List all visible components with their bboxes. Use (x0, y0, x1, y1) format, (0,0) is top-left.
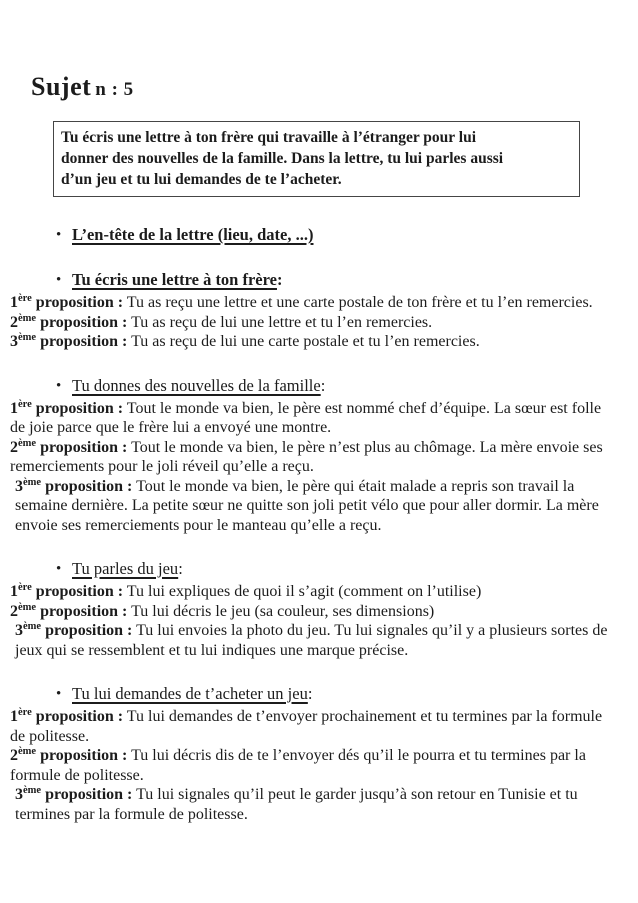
bullet-icon: • (56, 272, 62, 288)
proposition (10, 399, 616, 438)
proposition (10, 602, 616, 622)
proposition-prefix: 2ème proposition : (10, 746, 128, 764)
proposition-prefix: 3ème proposition : (15, 476, 133, 495)
section-en-tete (10, 224, 616, 246)
proposition-text: Tu lui décris dis de te l’envoyer dés qu’il le pourra et tu termines par la formule de politesse. (10, 747, 586, 784)
section-heading-colon: : (178, 559, 183, 578)
proposition-text: Tout le monde va bien, le père est nommé chef d’équipe. La sœur est folle de joie parce que le frère lui a envoyé une montre. (10, 399, 602, 436)
proposition-text: Tu lui demandes de t’envoyer prochainement et tu termines par la formule de politesse. (10, 708, 603, 745)
brief-line: Tu écris une lettre à ton frère qui travaille à l’étranger pour lui (61, 129, 477, 146)
section-heading-text: Tu écris une lettre à ton frère (72, 270, 277, 289)
section-parles-du-jeu (10, 558, 616, 660)
proposition (10, 293, 616, 313)
section-heading (10, 683, 616, 705)
section-heading-text: Tu lui demandes de t’acheter un jeu (72, 684, 308, 703)
proposition-text: Tu lui décris le jeu (sa couleur, ses dimensions) (131, 602, 435, 620)
bullet-icon: • (56, 227, 62, 243)
bullet-icon: • (56, 686, 62, 702)
proposition-text: Tu lui expliques de quoi il s’agit (comment on l’utilise) (126, 583, 482, 600)
proposition-prefix: 2ème proposition : (10, 312, 128, 331)
section-heading (10, 558, 616, 580)
page-title (31, 72, 134, 102)
brief-box (53, 121, 580, 197)
section-heading-colon: : (307, 684, 313, 703)
proposition-text: Tu as reçu de lui une carte postale et tu l’en remercies. (131, 333, 480, 350)
proposition (10, 785, 616, 824)
section-heading-text: Tu parles du jeu (72, 559, 179, 578)
proposition-prefix: 3ème proposition : (15, 785, 133, 803)
proposition-prefix: 1ère proposition : (10, 293, 124, 311)
section-heading-text: L’en-tête de la lettre (lieu, date, ...) (72, 225, 314, 244)
proposition (10, 332, 616, 352)
page-title-main: Sujet (31, 72, 92, 101)
section-heading (10, 224, 616, 246)
proposition-prefix: 2ème proposition : (10, 601, 128, 620)
section-nouvelles-famille (10, 375, 616, 536)
proposition-text: Tout le monde va bien, le père qui était malade a repris son travail la semaine dernière. La petite sœur ne quitte son joli petit vélo que pour aller dormir. La mère envoie ses remerciements pour le manteau qu’elle a reçu. (15, 477, 599, 534)
proposition (10, 621, 616, 660)
section-heading-colon: : (320, 375, 326, 395)
proposition-prefix: 1ère proposition : (10, 707, 124, 725)
proposition-prefix: 1ère proposition : (10, 398, 124, 417)
bullet-icon: • (56, 377, 62, 394)
proposition-prefix: 3ème proposition : (10, 332, 128, 350)
section-heading (10, 375, 616, 397)
proposition-prefix: 2ème proposition : (10, 437, 128, 456)
proposition-text: Tu lui signales qu’il peut le garder jusqu’à son retour en Tunisie et tu termines par la formule de politesse. (15, 786, 578, 823)
proposition-text: Tout le monde va bien, le père n’est plus au chômage. La mère envoie ses remerciements pour le joli réveil qu’elle a reçu. (10, 438, 603, 475)
proposition (10, 582, 616, 602)
proposition-text: Tu lui envoies la photo du jeu. Tu lui signales qu’il y a plusieurs sortes de jeux qui se ressemblent et tu lui indiques une marque précise. (15, 622, 608, 659)
proposition-prefix: 1ère proposition : (10, 582, 124, 600)
section-demandes-acheter-jeu (10, 683, 616, 824)
proposition (10, 313, 616, 333)
proposition-prefix: 3ème proposition : (15, 621, 133, 639)
proposition (10, 438, 616, 477)
brief-line: donner des nouvelles de la famille. Dans la lettre, tu lui parles aussi (61, 150, 504, 167)
brief-line: d’un jeu et tu lui demandes de te l’acheter. (61, 171, 342, 188)
proposition-text: Tu as reçu de lui une lettre et tu l’en remercies. (131, 313, 433, 331)
proposition (10, 477, 616, 536)
section-ecris-lettre (10, 269, 616, 352)
section-heading-text: Tu donnes des nouvelles de la famille (72, 375, 321, 395)
section-heading-colon: : (276, 270, 283, 289)
page-title-number: n : 5 (95, 79, 134, 100)
proposition (10, 746, 616, 785)
sections-list (10, 224, 616, 847)
section-heading (10, 269, 616, 291)
proposition (10, 707, 616, 746)
proposition-text: Tu as reçu une lettre et une carte postale de ton frère et tu l’en remercies. (126, 294, 593, 311)
bullet-icon: • (56, 561, 62, 577)
